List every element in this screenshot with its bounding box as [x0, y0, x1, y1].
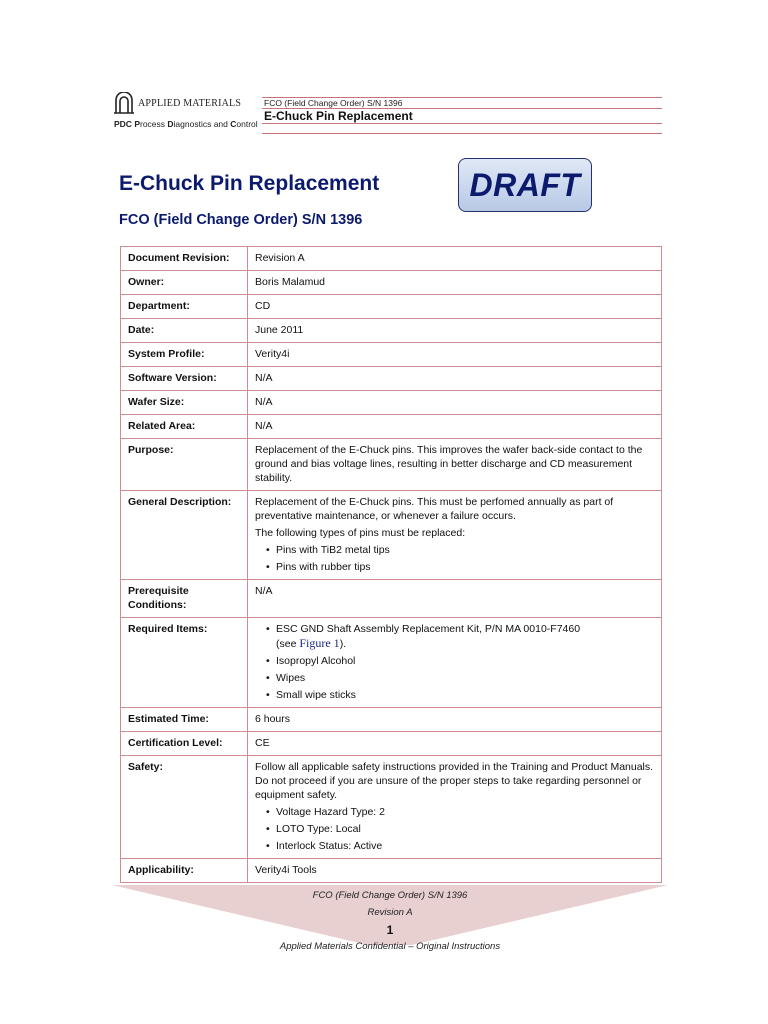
footer-confidential: Applied Materials Confidential – Original Instructions [279, 941, 501, 952]
division-word-control: ontrol [236, 119, 258, 129]
list-item: • Voltage Hazard Type: 2 [268, 805, 654, 819]
row-value: N/A [248, 415, 662, 439]
list-item: • LOTO Type: Local [268, 822, 654, 836]
row-label: Safety: [121, 756, 248, 859]
row-value [248, 756, 662, 859]
row-label: Related Area: [121, 415, 248, 439]
list-item: • Wipes [268, 671, 654, 685]
safety-paragraph: Follow all applicable safety instructions provided in the Training and Product Manuals. Do not proceed if you are unsure of the proper steps to take regarding personnel or equipment safety. [255, 761, 654, 801]
division-word-process: rocess [139, 119, 168, 129]
page-number: 1 [386, 923, 394, 937]
row-label: Document Revision: [121, 247, 248, 271]
row-value: Revision A [248, 247, 662, 271]
table-row [121, 439, 662, 491]
draft-badge: DRAFT [458, 158, 592, 212]
row-value: N/A [248, 367, 662, 391]
list-item: • Pins with TiB2 metal tips [268, 543, 654, 557]
table-row [121, 247, 662, 271]
row-value: Verity4i [248, 343, 662, 367]
row-value: Boris Malamud [248, 271, 662, 295]
footer-fco-line: FCO (Field Change Order) S/N 1396 [312, 890, 468, 901]
page-title: E-Chuck Pin Replacement [119, 172, 380, 195]
row-value [248, 618, 662, 708]
table-row [121, 491, 662, 580]
header-doc-title: E-Chuck Pin Replacement [264, 109, 413, 123]
running-header [262, 97, 662, 134]
safety-list [255, 805, 654, 853]
row-value: CD [248, 295, 662, 319]
table-row [121, 732, 662, 756]
row-label: Estimated Time: [121, 708, 248, 732]
list-item: • Pins with rubber tips [268, 560, 654, 574]
description-paragraph: Replacement of the E-Chuck pins. This must be perfomed annually as part of preventative maintenance, or whenever a failure occurs. [255, 496, 614, 522]
division-word-diagnostics: iagnostics and [173, 119, 231, 129]
row-label: General Description: [121, 491, 248, 580]
company-name: APPLIED MATERIALS [138, 97, 242, 109]
pin-type-list [255, 543, 654, 574]
header-fco-line: FCO (Field Change Order) S/N 1396 [264, 98, 403, 108]
row-label: Applicability: [121, 859, 248, 883]
division-prefix: PDC [114, 119, 135, 129]
row-value: 6 hours [248, 708, 662, 732]
division-initial-d: D [167, 119, 174, 129]
row-label: Owner: [121, 271, 248, 295]
row-value: N/A [248, 580, 662, 618]
division-initial-p: P [134, 119, 140, 129]
row-label: Department: [121, 295, 248, 319]
row-label: Certification Level: [121, 732, 248, 756]
list-item: • Small wipe sticks [268, 688, 654, 702]
list-item [268, 622, 654, 651]
kit-text: ESC GND Shaft Assembly Replacement Kit, P/N MA 0010-F7460 [276, 623, 581, 635]
page-subtitle: FCO (Field Change Order) S/N 1396 [119, 212, 363, 228]
table-row [121, 580, 662, 618]
header-rule [262, 133, 662, 134]
row-label: System Profile: [121, 343, 248, 367]
division-name [114, 119, 264, 129]
applied-materials-logo-icon [114, 92, 134, 114]
see-suffix: ). [339, 638, 347, 650]
row-value: June 2011 [248, 319, 662, 343]
table-row [121, 708, 662, 732]
required-items-list [255, 622, 654, 702]
table-row [121, 295, 662, 319]
footer-revision: Revision A [367, 907, 413, 918]
table-row [121, 271, 662, 295]
description-paragraph: The following types of pins must be replaced: [255, 527, 466, 539]
row-label: Software Version: [121, 367, 248, 391]
list-item: • Interlock Status: Active [268, 839, 654, 853]
row-value [248, 491, 662, 580]
company-logo-block [114, 92, 264, 129]
row-value: Replacement of the E-Chuck pins. This improves the wafer back-side contact to the ground and bias voltage lines, resulting in better discharge and CD measurement stability. [248, 439, 662, 491]
table-row [121, 343, 662, 367]
table-row [121, 756, 662, 859]
list-item: • Isopropyl Alcohol [268, 654, 654, 668]
figure-reference-line [276, 636, 654, 651]
document-info-table [120, 246, 662, 883]
row-value: Verity4i Tools [248, 859, 662, 883]
row-label: Purpose: [121, 439, 248, 491]
row-value: N/A [248, 391, 662, 415]
table-row [121, 618, 662, 708]
table-row [121, 319, 662, 343]
table-row [121, 859, 662, 883]
row-label: Required Items: [121, 618, 248, 708]
table-row [121, 391, 662, 415]
row-label: Prerequisite Conditions: [121, 580, 248, 618]
table-row [121, 415, 662, 439]
row-value: CE [248, 732, 662, 756]
see-prefix: (see [276, 638, 300, 650]
figure-1-link[interactable]: Figure 1 [299, 636, 340, 650]
division-initial-c: C [230, 119, 237, 129]
row-label: Date: [121, 319, 248, 343]
row-label: Wafer Size: [121, 391, 248, 415]
table-row [121, 367, 662, 391]
